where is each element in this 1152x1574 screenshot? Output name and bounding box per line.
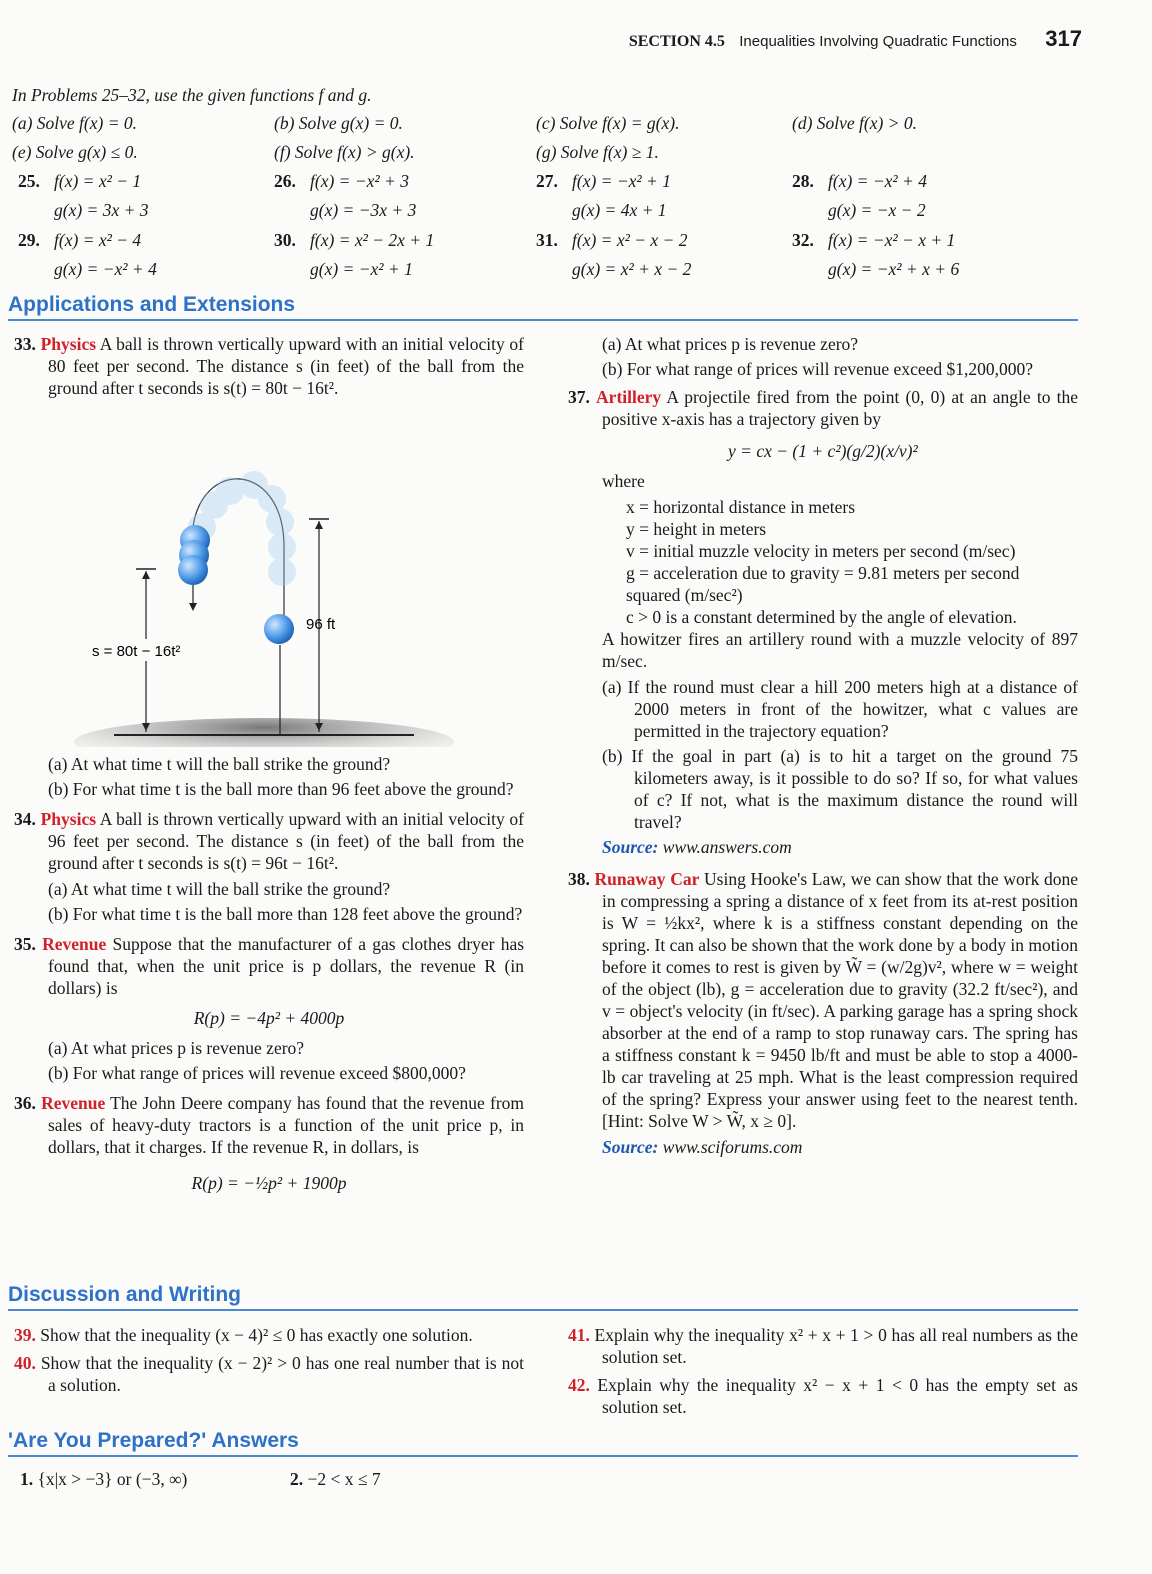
problem-text: Show that the inequality (x − 2)² > 0 has one real number that is not a solution. [40, 1353, 524, 1395]
equation-36: R(p) = −½p² + 1900p [191, 1173, 347, 1193]
ball-icon [178, 555, 208, 585]
problem-34 [14, 808, 524, 874]
problem-41 [568, 1324, 1078, 1368]
definition-item: v = initial muzzle velocity in meters per second (m/sec) [626, 541, 1016, 561]
problem-number: 32. [792, 230, 814, 250]
problem-g: g(x) = −x² + 4 [54, 259, 157, 279]
problem-40 [14, 1352, 524, 1396]
definition-item: g = acceleration due to gravity = 9.81 meters per second squared (m/sec²) [626, 563, 1020, 605]
left-column [14, 333, 524, 1202]
problem-text: Show that the inequality (x − 4)² ≤ 0 has exactly one solution. [40, 1325, 473, 1345]
answer-text: −2 < x ≤ 7 [307, 1469, 381, 1489]
problem-36 [14, 1092, 524, 1158]
problem-text: The John Deere company has found that the revenue from sales of heavy-duty tractors is a function of the unit price p, in dollars, that it charges. If the revenue R, in dollars, is [48, 1093, 525, 1157]
problem-topic: Revenue [42, 934, 107, 954]
source-38 [568, 1136, 1078, 1158]
problem-f: f(x) = x² − 4 [54, 230, 142, 250]
problem-36-a: (a) At what prices p is revenue zero? [602, 334, 859, 354]
height-label: 96 ft [306, 616, 336, 633]
problem-number: 29. [18, 230, 40, 250]
section-number: SECTION 4.5 [628, 33, 725, 50]
problem-34-a: (a) At what time t will the ball strike the ground? [48, 879, 391, 899]
problem-text: A projectile fired from the point (0, 0) at an angle to the positive x-axis has a trajectory given by [602, 387, 1078, 429]
problem-number: 33. [14, 334, 36, 354]
problem-f: f(x) = −x² + 4 [828, 171, 927, 191]
problem-topic: Physics [40, 334, 97, 354]
problem-36-b: (b) For what range of prices will revenue exceed $1,200,000? [602, 359, 1034, 379]
part-a: (a) Solve f(x) = 0. [12, 113, 138, 133]
s-label: s = 80t − 16t² [92, 643, 181, 660]
problem-topic: Artillery [596, 387, 662, 407]
problem-text: Explain why the inequality x² + x + 1 > 0 has all real numbers as the solution set. [594, 1325, 1078, 1367]
problem-topic: Revenue [41, 1093, 106, 1113]
problem-37 [568, 386, 1078, 430]
ground-shadow [74, 718, 454, 747]
problem-number: 35. [14, 934, 36, 954]
where-label: where [602, 471, 645, 491]
answer-text: {x|x > −3} or (−3, ∞) [37, 1469, 188, 1489]
problem-39 [14, 1324, 524, 1346]
problem-text: Suppose that the manufacturer of a gas clothes dryer has found that, when the unit price is p dollars, the revenue R (in dollars) is [48, 934, 525, 998]
part-c: (c) Solve f(x) = g(x). [536, 113, 680, 133]
problem-number: 27. [536, 171, 558, 191]
arrowhead-icon [142, 571, 150, 579]
problem-number: 40. [14, 1353, 36, 1373]
problem-number: 37. [568, 387, 590, 407]
problem-33-a: (a) At what time t will the ball strike the ground? [48, 754, 391, 774]
problem-number: 31. [536, 230, 558, 250]
source-label: Source: [602, 837, 659, 857]
problem-number: 30. [274, 230, 296, 250]
problem-number: 41. [568, 1325, 590, 1345]
problem-number: 42. [568, 1375, 590, 1395]
problem-number: 34. [14, 809, 36, 829]
answer-number: 1. [20, 1469, 34, 1489]
part-b: (b) Solve g(x) = 0. [274, 113, 403, 133]
source-url: www.answers.com [662, 837, 792, 857]
definition-item: y = height in meters [626, 519, 767, 539]
definition-item: x = horizontal distance in meters [626, 497, 856, 517]
problem-33 [14, 333, 524, 399]
problem-text: A ball is thrown vertically upward with an initial velocity of 80 feet per second. The distance s (in feet) of the ball from the ground after t seconds is s(t) = 80t − 16t². [48, 334, 524, 398]
problem-37-a: (a) If the round must clear a hill 200 meters high at a distance of 2000 meters in front of the howitzer, what c values are permitted in the trajectory equation? [602, 677, 1078, 741]
problem-number: 25. [18, 171, 40, 191]
problems-intro: In Problems 25–32, use the given functions f and g. [12, 85, 372, 105]
problem-topic: Runaway Car [594, 869, 700, 889]
problem-text: A ball is thrown vertically upward with an initial velocity of 96 feet per second. The distance s (in feet) of the ball from the ground after t seconds is s(t) = 96t − 16t². [48, 809, 524, 873]
problem-g: g(x) = −x² + 1 [310, 259, 413, 279]
ball-figure [14, 407, 514, 747]
ball-icon [264, 614, 294, 644]
part-g: (g) Solve f(x) ≥ 1. [536, 142, 659, 162]
arrowhead-icon [189, 603, 197, 611]
problem-text: Using Hooke's Law, we can show that the work done in compressing a spring a distance of x feet from its at-rest position is W = ½kx², where k is a stiffness constant depending on the spring. It can also be shown that the work done by a body in motion before it comes to rest is given by W̃ = (w/2g)v², where w = weight of the object (lb), g = acceleration due to gravity (32.2 ft/sec²), and v = object's velocity (in ft/sec). A parking garage has a spring shock absorber at the end of a ramp to stop runaway cars. The spring has a stiffness constant k = 9450 lb/ft and must be able to stop a 4000-lb car traveling at 25 mph. What is the least compression required of the spring? Express your answer using feet to the nearest tenth. [Hint: Solve W > W̃, x ≥ 0]. [602, 869, 1079, 1131]
problem-34-b: (b) For what time t is the ball more than 128 feet above the ground? [48, 904, 523, 924]
problem-f: f(x) = x² − 1 [54, 171, 142, 191]
section-title: Inequalities Involving Quadratic Functions [739, 33, 1017, 50]
problem-g: g(x) = 4x + 1 [572, 200, 667, 220]
problem-number: 38. [568, 869, 590, 889]
problem-f: f(x) = x² − 2x + 1 [310, 230, 435, 250]
applications-heading: Applications and Extensions [8, 294, 1078, 321]
source-37 [568, 836, 1078, 858]
problem-f: f(x) = −x² − x + 1 [828, 230, 956, 250]
equation-37: y = cx − (1 + c²)(g/2)(x/v)² [728, 441, 918, 461]
definition-item: c > 0 is a constant determined by the angle of elevation. [626, 607, 1017, 627]
discussion-right [568, 1324, 1078, 1422]
problem-33-b: (b) For what time t is the ball more than 96 feet above the ground? [48, 779, 514, 799]
problem-f: f(x) = x² − x − 2 [572, 230, 688, 250]
problem-35 [14, 933, 524, 999]
answer-2 [290, 1468, 381, 1490]
problem-topic: Physics [40, 809, 97, 829]
problem-g: g(x) = −x − 2 [828, 200, 926, 220]
part-f: (f) Solve f(x) > g(x). [274, 142, 415, 162]
problem-f: f(x) = −x² + 1 [572, 171, 671, 191]
problem-number: 39. [14, 1325, 36, 1345]
problem-g: g(x) = 3x + 3 [54, 200, 149, 220]
problem-35-a: (a) At what prices p is revenue zero? [48, 1038, 305, 1058]
right-column [568, 333, 1078, 1158]
source-label: Source: [602, 1137, 659, 1157]
part-e: (e) Solve g(x) ≤ 0. [12, 142, 138, 162]
problem-37-b: (b) If the goal in part (a) is to hit a target on the ground 75 kilometers away, is it possible to do so? If so, for what values of c? If not, what is the maximum distance the round will travel? [602, 746, 1078, 832]
page-header [629, 28, 1082, 53]
problem-38 [568, 868, 1078, 1132]
problem-f: f(x) = −x² + 3 [310, 171, 409, 191]
discussion-heading: Discussion and Writing [8, 1284, 1078, 1311]
problem-text: Explain why the inequality x² − x + 1 < 0 has the empty set as solution set. [597, 1375, 1078, 1417]
source-url: www.sciforums.com [662, 1137, 803, 1157]
problem-42 [568, 1374, 1078, 1418]
problem-g: g(x) = −3x + 3 [310, 200, 417, 220]
answer-number: 2. [290, 1469, 304, 1489]
answer-1 [20, 1468, 187, 1490]
definitions-list [568, 496, 1078, 628]
problem-number: 26. [274, 171, 296, 191]
problem-37-context: A howitzer fires an artillery round with a muzzle velocity of 897 m/sec. [602, 629, 1078, 671]
problem-number: 36. [14, 1093, 36, 1113]
arrowhead-icon [315, 521, 323, 529]
discussion-left [14, 1324, 524, 1400]
problem-number: 28. [792, 171, 814, 191]
equation-35: R(p) = −4p² + 4000p [193, 1008, 345, 1028]
problem-35-b: (b) For what range of prices will revenue exceed $800,000? [48, 1063, 466, 1083]
part-d: (d) Solve f(x) > 0. [792, 113, 918, 133]
problem-g: g(x) = x² + x − 2 [572, 259, 692, 279]
problem-g: g(x) = −x² + x + 6 [828, 259, 960, 279]
page-number: 317 [1045, 26, 1082, 51]
prepared-heading: 'Are You Prepared?' Answers [8, 1430, 1078, 1457]
